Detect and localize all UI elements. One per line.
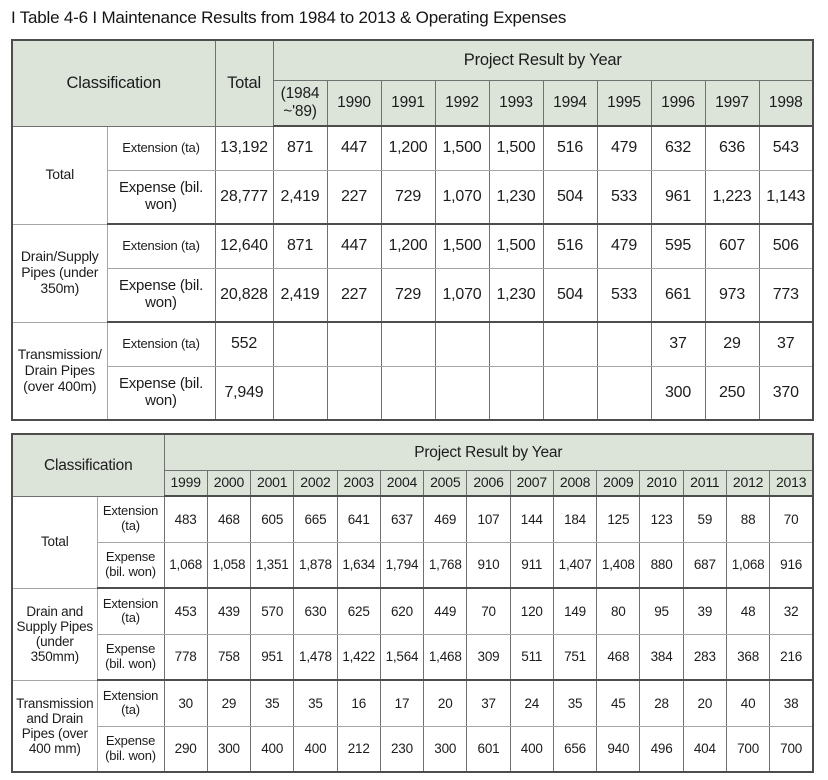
table-row bbox=[12, 496, 813, 542]
value-cell: 2,419 bbox=[273, 170, 327, 224]
value-cell: 368 bbox=[726, 634, 769, 680]
value-cell: 1,200 bbox=[381, 224, 435, 268]
year-header-cell: 2000 bbox=[207, 470, 250, 496]
year-header-cell: 2009 bbox=[597, 470, 640, 496]
value-cell: 1,794 bbox=[380, 542, 423, 588]
value-cell: 404 bbox=[683, 726, 726, 772]
table1-header-row-1 bbox=[12, 40, 813, 80]
value-cell: 605 bbox=[251, 496, 294, 542]
table-row bbox=[12, 588, 813, 634]
value-cell: 533 bbox=[597, 268, 651, 322]
value-cell: 290 bbox=[164, 726, 207, 772]
value-cell bbox=[489, 322, 543, 366]
table-row bbox=[12, 634, 813, 680]
value-cell: 630 bbox=[294, 588, 337, 634]
value-cell: 880 bbox=[640, 542, 683, 588]
value-cell bbox=[435, 322, 489, 366]
table-row bbox=[12, 726, 813, 772]
value-cell: 1,500 bbox=[435, 224, 489, 268]
value-cell bbox=[381, 366, 435, 420]
value-cell: 88 bbox=[726, 496, 769, 542]
value-cell: 184 bbox=[553, 496, 596, 542]
table1-header bbox=[12, 40, 813, 126]
value-cell: 661 bbox=[651, 268, 705, 322]
value-cell: 911 bbox=[510, 542, 553, 588]
row-label-cell: Expense (bil. won) bbox=[107, 170, 215, 224]
value-cell: 384 bbox=[640, 634, 683, 680]
row-label-cell: Expense (bil. won) bbox=[107, 268, 215, 322]
value-cell: 2,419 bbox=[273, 268, 327, 322]
value-cell: 300 bbox=[207, 726, 250, 772]
year-header-cell: 2004 bbox=[380, 470, 423, 496]
value-cell: 636 bbox=[705, 126, 759, 170]
value-cell: 506 bbox=[759, 224, 813, 268]
group-label-cell: Total bbox=[12, 126, 107, 224]
value-cell: 496 bbox=[640, 726, 683, 772]
value-cell: 250 bbox=[705, 366, 759, 420]
value-cell: 940 bbox=[597, 726, 640, 772]
value-cell: 700 bbox=[770, 726, 813, 772]
value-cell: 17 bbox=[380, 680, 423, 726]
value-cell: 120 bbox=[510, 588, 553, 634]
classification-header: Classification bbox=[12, 434, 164, 496]
value-cell: 1,768 bbox=[424, 542, 467, 588]
year-header-cell: 1994 bbox=[543, 80, 597, 126]
value-cell: 447 bbox=[327, 126, 381, 170]
value-cell: 39 bbox=[683, 588, 726, 634]
value-cell: 773 bbox=[759, 268, 813, 322]
value-cell bbox=[327, 322, 381, 366]
value-cell: 1,070 bbox=[435, 170, 489, 224]
value-cell: 16 bbox=[337, 680, 380, 726]
value-cell: 1,058 bbox=[207, 542, 250, 588]
value-cell: 28 bbox=[640, 680, 683, 726]
project-result-header: Project Result by Year bbox=[273, 40, 813, 80]
value-cell: 400 bbox=[251, 726, 294, 772]
value-cell: 70 bbox=[467, 588, 510, 634]
row-label-cell: Extension (ta) bbox=[97, 680, 164, 726]
value-cell: 439 bbox=[207, 588, 250, 634]
year-header-cell: (1984 ~'89) bbox=[273, 80, 327, 126]
year-header-cell: 1993 bbox=[489, 80, 543, 126]
row-label-cell: Expense (bil. won) bbox=[97, 634, 164, 680]
year-header-cell: 1992 bbox=[435, 80, 489, 126]
value-cell: 1,500 bbox=[489, 126, 543, 170]
total-cell: 20,828 bbox=[215, 268, 273, 322]
group-label-cell: Transmission/ Drain Pipes (over 400m) bbox=[12, 322, 107, 420]
value-cell: 144 bbox=[510, 496, 553, 542]
value-cell: 35 bbox=[251, 680, 294, 726]
value-cell: 370 bbox=[759, 366, 813, 420]
value-cell: 1,478 bbox=[294, 634, 337, 680]
classification-header: Classification bbox=[12, 40, 215, 126]
value-cell: 80 bbox=[597, 588, 640, 634]
value-cell: 665 bbox=[294, 496, 337, 542]
table-row bbox=[12, 126, 813, 170]
value-cell: 29 bbox=[705, 322, 759, 366]
value-cell: 300 bbox=[424, 726, 467, 772]
value-cell: 1,468 bbox=[424, 634, 467, 680]
value-cell: 516 bbox=[543, 126, 597, 170]
value-cell bbox=[381, 322, 435, 366]
year-header-cell: 1997 bbox=[705, 80, 759, 126]
row-label-cell: Extension (ta) bbox=[107, 126, 215, 170]
year-header-cell: 2005 bbox=[424, 470, 467, 496]
value-cell: 751 bbox=[553, 634, 596, 680]
value-cell bbox=[543, 322, 597, 366]
table-row bbox=[12, 224, 813, 268]
value-cell: 910 bbox=[467, 542, 510, 588]
value-cell: 230 bbox=[380, 726, 423, 772]
table-row bbox=[12, 268, 813, 322]
row-label-cell: Expense (bil. won) bbox=[97, 726, 164, 772]
value-cell: 469 bbox=[424, 496, 467, 542]
value-cell: 107 bbox=[467, 496, 510, 542]
value-cell: 625 bbox=[337, 588, 380, 634]
total-cell: 12,640 bbox=[215, 224, 273, 268]
value-cell: 511 bbox=[510, 634, 553, 680]
value-cell: 1,200 bbox=[381, 126, 435, 170]
value-cell: 687 bbox=[683, 542, 726, 588]
value-cell: 20 bbox=[424, 680, 467, 726]
value-cell: 227 bbox=[327, 268, 381, 322]
value-cell: 283 bbox=[683, 634, 726, 680]
value-cell: 601 bbox=[467, 726, 510, 772]
year-header-cell: 2012 bbox=[726, 470, 769, 496]
total-cell: 13,192 bbox=[215, 126, 273, 170]
value-cell bbox=[435, 366, 489, 420]
value-cell: 149 bbox=[553, 588, 596, 634]
total-cell: 552 bbox=[215, 322, 273, 366]
year-header-cell: 2011 bbox=[683, 470, 726, 496]
value-cell: 632 bbox=[651, 126, 705, 170]
value-cell: 871 bbox=[273, 224, 327, 268]
year-header-cell: 2002 bbox=[294, 470, 337, 496]
value-cell: 729 bbox=[381, 268, 435, 322]
year-header-cell: 2006 bbox=[467, 470, 510, 496]
value-cell: 951 bbox=[251, 634, 294, 680]
year-header-cell: 2003 bbox=[337, 470, 380, 496]
value-cell: 1,407 bbox=[553, 542, 596, 588]
table-row bbox=[12, 170, 813, 224]
table-row bbox=[12, 322, 813, 366]
value-cell: 758 bbox=[207, 634, 250, 680]
year-header-cell: 1998 bbox=[759, 80, 813, 126]
value-cell: 29 bbox=[207, 680, 250, 726]
value-cell bbox=[489, 366, 543, 420]
row-label-cell: Extension (ta) bbox=[97, 496, 164, 542]
value-cell: 123 bbox=[640, 496, 683, 542]
total-column-header: Total bbox=[215, 40, 273, 126]
value-cell: 1,068 bbox=[726, 542, 769, 588]
project-result-header: Project Result by Year bbox=[164, 434, 813, 470]
table-1999-2013 bbox=[11, 433, 814, 773]
value-cell: 35 bbox=[553, 680, 596, 726]
value-cell: 479 bbox=[597, 126, 651, 170]
row-label-cell: Extension (ta) bbox=[107, 322, 215, 366]
value-cell: 1,070 bbox=[435, 268, 489, 322]
value-cell bbox=[597, 322, 651, 366]
value-cell bbox=[543, 366, 597, 420]
table-1984-1998 bbox=[11, 39, 814, 421]
total-cell: 28,777 bbox=[215, 170, 273, 224]
year-header-cell: 1995 bbox=[597, 80, 651, 126]
table-row bbox=[12, 366, 813, 420]
value-cell: 1,422 bbox=[337, 634, 380, 680]
value-cell bbox=[273, 366, 327, 420]
value-cell: 700 bbox=[726, 726, 769, 772]
value-cell: 1,500 bbox=[435, 126, 489, 170]
value-cell: 1,230 bbox=[489, 268, 543, 322]
value-cell: 641 bbox=[337, 496, 380, 542]
value-cell: 1,408 bbox=[597, 542, 640, 588]
value-cell: 38 bbox=[770, 680, 813, 726]
value-cell: 1,500 bbox=[489, 224, 543, 268]
year-header-cell: 2007 bbox=[510, 470, 553, 496]
group-label-cell: Transmission and Drain Pipes (over 400 mm) bbox=[12, 680, 97, 772]
value-cell: 37 bbox=[467, 680, 510, 726]
value-cell: 300 bbox=[651, 366, 705, 420]
value-cell: 1,223 bbox=[705, 170, 759, 224]
value-cell: 916 bbox=[770, 542, 813, 588]
table-caption: I Table 4-6 I Maintenance Results from 1984 to 2013 & Operating Expenses bbox=[11, 8, 567, 27]
value-cell: 400 bbox=[294, 726, 337, 772]
value-cell: 32 bbox=[770, 588, 813, 634]
value-cell: 45 bbox=[597, 680, 640, 726]
value-cell: 449 bbox=[424, 588, 467, 634]
value-cell: 453 bbox=[164, 588, 207, 634]
value-cell: 729 bbox=[381, 170, 435, 224]
value-cell: 961 bbox=[651, 170, 705, 224]
row-label-cell: Expense (bil. won) bbox=[107, 366, 215, 420]
year-header-cell: 2010 bbox=[640, 470, 683, 496]
value-cell: 1,634 bbox=[337, 542, 380, 588]
value-cell: 973 bbox=[705, 268, 759, 322]
value-cell: 227 bbox=[327, 170, 381, 224]
value-cell: 37 bbox=[759, 322, 813, 366]
value-cell: 35 bbox=[294, 680, 337, 726]
value-cell: 1,143 bbox=[759, 170, 813, 224]
value-cell: 37 bbox=[651, 322, 705, 366]
value-cell: 125 bbox=[597, 496, 640, 542]
value-cell: 656 bbox=[553, 726, 596, 772]
value-cell: 468 bbox=[597, 634, 640, 680]
value-cell bbox=[597, 366, 651, 420]
year-header-cell: 1990 bbox=[327, 80, 381, 126]
value-cell: 1,351 bbox=[251, 542, 294, 588]
value-cell: 1,068 bbox=[164, 542, 207, 588]
table2-header bbox=[12, 434, 813, 496]
value-cell bbox=[273, 322, 327, 366]
value-cell: 309 bbox=[467, 634, 510, 680]
value-cell: 483 bbox=[164, 496, 207, 542]
value-cell bbox=[327, 366, 381, 420]
value-cell: 543 bbox=[759, 126, 813, 170]
value-cell: 24 bbox=[510, 680, 553, 726]
value-cell: 20 bbox=[683, 680, 726, 726]
value-cell: 637 bbox=[380, 496, 423, 542]
value-cell: 871 bbox=[273, 126, 327, 170]
value-cell: 48 bbox=[726, 588, 769, 634]
group-label-cell: Drain and Supply Pipes (under 350mm) bbox=[12, 588, 97, 680]
table2-header-row-1 bbox=[12, 434, 813, 470]
year-header-cell: 2013 bbox=[770, 470, 813, 496]
value-cell: 504 bbox=[543, 170, 597, 224]
table-row bbox=[12, 542, 813, 588]
value-cell: 95 bbox=[640, 588, 683, 634]
year-header-cell: 1996 bbox=[651, 80, 705, 126]
value-cell: 570 bbox=[251, 588, 294, 634]
table-row bbox=[12, 680, 813, 726]
value-cell: 1,878 bbox=[294, 542, 337, 588]
value-cell: 595 bbox=[651, 224, 705, 268]
value-cell: 479 bbox=[597, 224, 651, 268]
value-cell: 30 bbox=[164, 680, 207, 726]
total-cell: 7,949 bbox=[215, 366, 273, 420]
value-cell: 212 bbox=[337, 726, 380, 772]
value-cell: 40 bbox=[726, 680, 769, 726]
value-cell: 533 bbox=[597, 170, 651, 224]
value-cell: 504 bbox=[543, 268, 597, 322]
value-cell: 778 bbox=[164, 634, 207, 680]
value-cell: 70 bbox=[770, 496, 813, 542]
row-label-cell: Expense (bil. won) bbox=[97, 542, 164, 588]
row-label-cell: Extension (ta) bbox=[107, 224, 215, 268]
group-label-cell: Drain/Supply Pipes (under 350m) bbox=[12, 224, 107, 322]
value-cell: 468 bbox=[207, 496, 250, 542]
row-label-cell: Extension (ta) bbox=[97, 588, 164, 634]
value-cell: 1,564 bbox=[380, 634, 423, 680]
year-header-cell: 2008 bbox=[553, 470, 596, 496]
year-header-cell: 2001 bbox=[251, 470, 294, 496]
value-cell: 620 bbox=[380, 588, 423, 634]
value-cell: 1,230 bbox=[489, 170, 543, 224]
group-label-cell: Total bbox=[12, 496, 97, 588]
value-cell: 516 bbox=[543, 224, 597, 268]
value-cell: 607 bbox=[705, 224, 759, 268]
value-cell: 216 bbox=[770, 634, 813, 680]
value-cell: 59 bbox=[683, 496, 726, 542]
year-header-cell: 1991 bbox=[381, 80, 435, 126]
value-cell: 400 bbox=[510, 726, 553, 772]
year-header-cell: 1999 bbox=[164, 470, 207, 496]
value-cell: 447 bbox=[327, 224, 381, 268]
